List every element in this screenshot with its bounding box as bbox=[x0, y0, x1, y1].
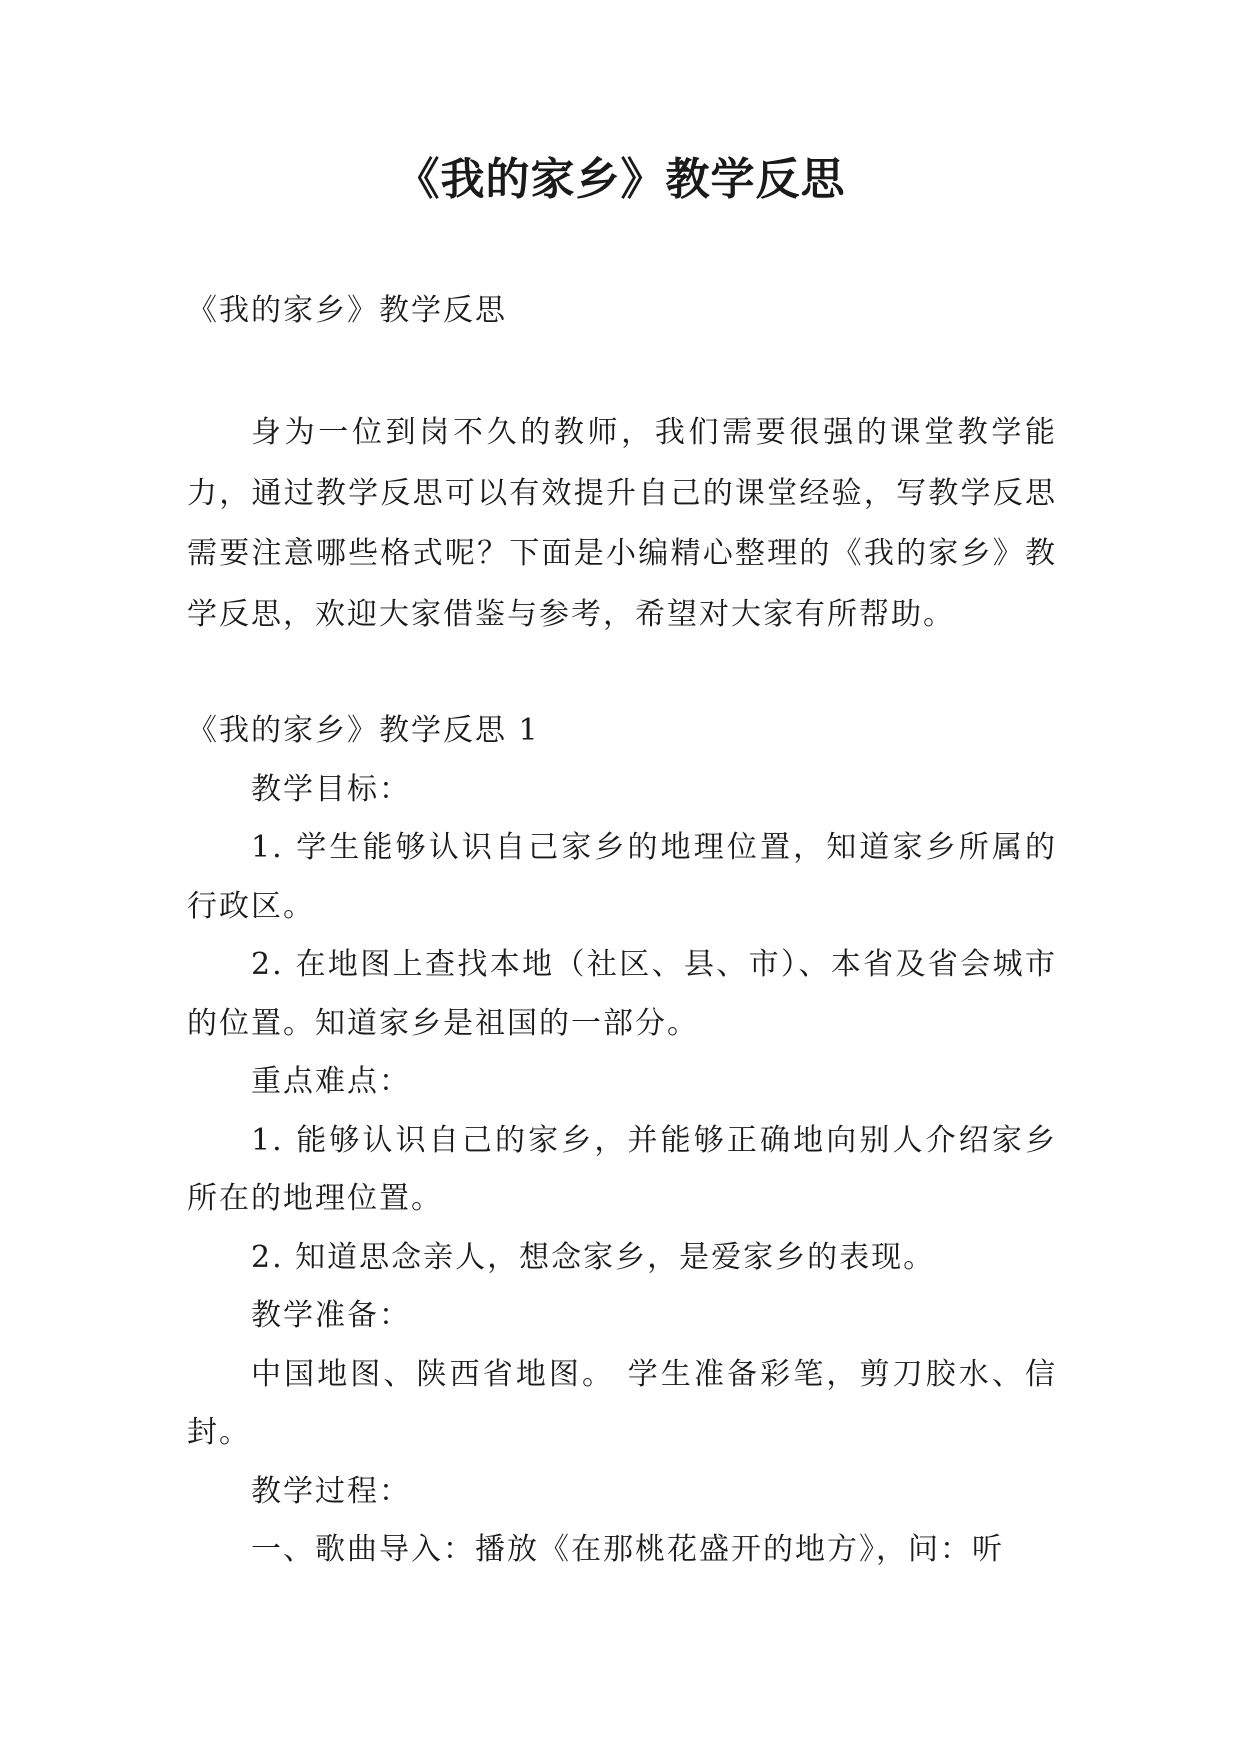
goal-item-1: 1. 学生能够认识自己家乡的地理位置，知道家乡所属的行政区。 bbox=[187, 830, 1057, 924]
section-1 bbox=[187, 702, 1057, 1580]
key-point-item-2: 2. 知道思念亲人，想念家乡，是爱家乡的表现。 bbox=[251, 1239, 936, 1275]
intro-paragraph: 身为一位到岗不久的教师，我们需要很强的课堂教学能力，通过教学反思可以有效提升自己的课堂经验，写教学反思需要注意哪些格式呢？下面是小编精心整理的《我的家乡》教学反思，欢迎大家借鉴与参考，希望对大家有所帮助。 bbox=[187, 415, 1057, 632]
section-heading: 《我的家乡》教学反思 1 bbox=[187, 713, 540, 748]
document-subtitle: 《我的家乡》教学反思 bbox=[187, 293, 507, 328]
key-points-label: 重点难点： bbox=[251, 1064, 411, 1099]
key-point-item-1: 1. 能够认识自己的家乡，并能够正确地向别人介绍家乡所在的地理位置。 bbox=[187, 1122, 1057, 1216]
document-title: 《我的家乡》教学反思 bbox=[395, 154, 846, 205]
process-label: 教学过程： bbox=[251, 1473, 411, 1509]
prep-text: 中国地图、陕西省地图。 学生准备彩笔，剪刀胶水、信封。 bbox=[187, 1356, 1057, 1450]
goals-label: 教学目标： bbox=[251, 771, 411, 807]
prep-label: 教学准备： bbox=[251, 1298, 411, 1333]
goal-item-2: 2. 在地图上查找本地（社区、县、市）、本省及省会城市的位置。知道家乡是祖国的一部分。 bbox=[187, 947, 1057, 1041]
process-step-1: 一、歌曲导入：播放《在那桃花盛开的地方》，问：听 bbox=[251, 1532, 1004, 1567]
